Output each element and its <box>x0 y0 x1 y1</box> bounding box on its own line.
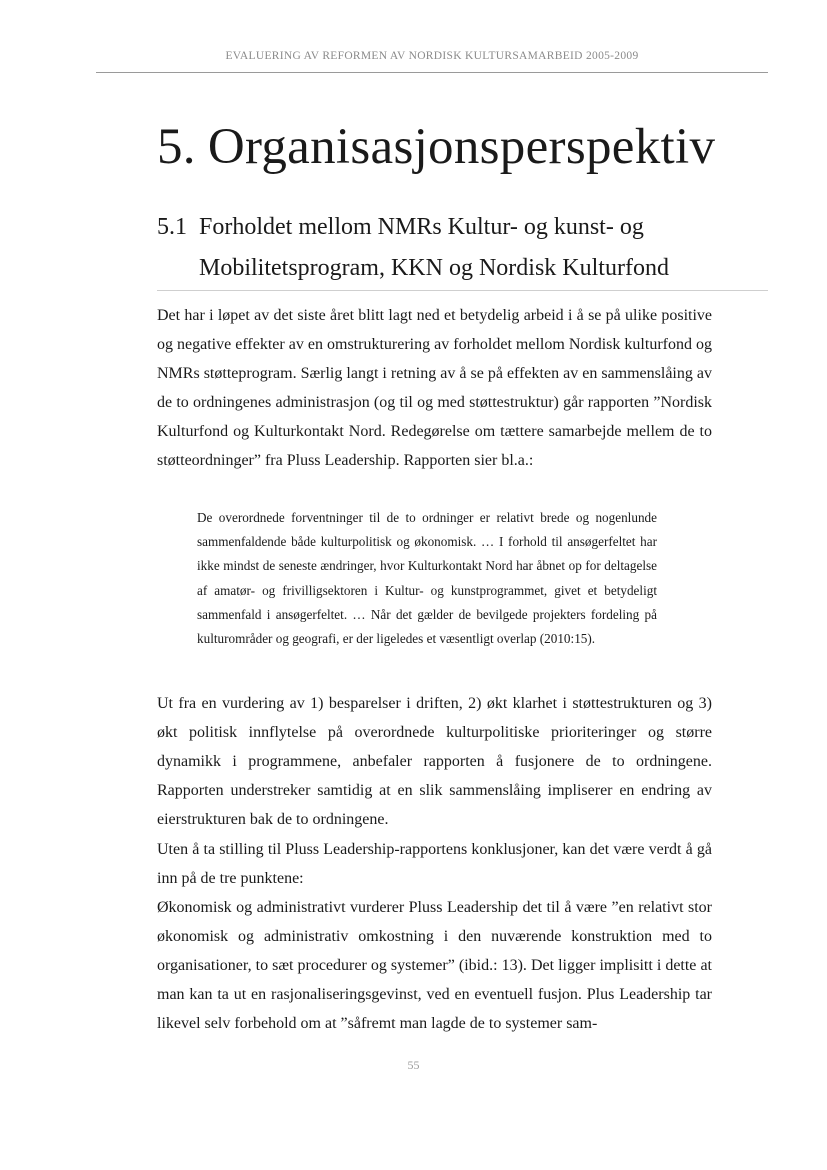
section-title-line-2: Mobilitetsprogram, KKN og Nordisk Kulturfond <box>199 255 669 281</box>
header-divider <box>96 72 768 73</box>
page-number: 55 <box>407 1058 420 1072</box>
section-title <box>157 207 757 289</box>
chapter-title <box>157 118 797 176</box>
running-header: EVALUERING AV REFORMEN AV NORDISK KULTURSAMARBEID 2005-2009 <box>225 50 639 62</box>
paragraph-intro: Det har i løpet av det siste året blitt lagt ned et betydelig arbeid i å se på ulike positive og negative effekter av en omstrukturering av forholdet mellom Nordisk kulturfond og NMRs støtteprogram. Særlig langt i retning av å se på effekten av en sammenslåing av de to ordningenes administrasjon (og til og med støttestruktur) går rapporten ”Nordisk Kulturfond og Kulturkontakt Nord. Redegørelse om tættere samarbejde mellem de to støtteordninger” fra Pluss Leadership. Rapporten sier bl.a.: <box>157 307 712 469</box>
chapter-number: 5. <box>157 119 196 175</box>
section-number: 5.1 <box>157 214 187 240</box>
paragraph-recommendation: Ut fra en vurdering av 1) besparelser i driften, 2) økt klarhet i støttestrukturen og 3) økt politisk innflytelse på overordnede kulturpolitiske prioriteringer og større dynamikk i programmene, anbefaler rapporten å fusjonere de to ordningene. Rapporten understreker samtidig at en slik sammenslåing impliserer en endring av eierstrukturen bak de to ordningene. <box>157 695 712 828</box>
block-quote: De overordnede forventninger til de to ordninger er relativt brede og nogenlunde sammenfaldende både kulturpolitisk og økonomisk. … I forhold til ansøgerfeltet har ikke mindst de seneste ændringer, hvor Kulturkontakt Nord har åbnet op for deltagelse af amatør- og frivilligsektoren i Kultur- og kunstprogrammet, givet et betydeligt sammenfald i ansøgerfeltet. … Når det gælder de bevilgede projekters fordeling på kulturområder og geografi, er der ligeledes et væsentligt overlap (2010:15). <box>197 510 657 647</box>
paragraph-transition: Uten å ta stilling til Pluss Leadership-rapportens konklusjoner, kan det være verdt å gå inn på de tre punktene: <box>157 841 712 887</box>
chapter-title-text: Organisasjonsperspektiv <box>207 119 716 175</box>
section-divider <box>157 290 768 291</box>
paragraph-economic: Økonomisk og administrativt vurderer Pluss Leadership det til å være ”en relativt stor økonomisk og administrativ omkostning i den nuværende konstruktion med to organisationer, to sæt procedurer og systemer” (ibid.: 13). Det ligger implisitt i dette at man kan ta ut en rasjonaliseringsgevinst, ved en eventuell fusjon. Plus Leadership tar likevel selv forbehold om at ”såfremt man lagde de to systemer sam- <box>157 899 712 1032</box>
section-title-line-1: Forholdet mellom NMRs Kultur- og kunst- og <box>199 214 644 240</box>
